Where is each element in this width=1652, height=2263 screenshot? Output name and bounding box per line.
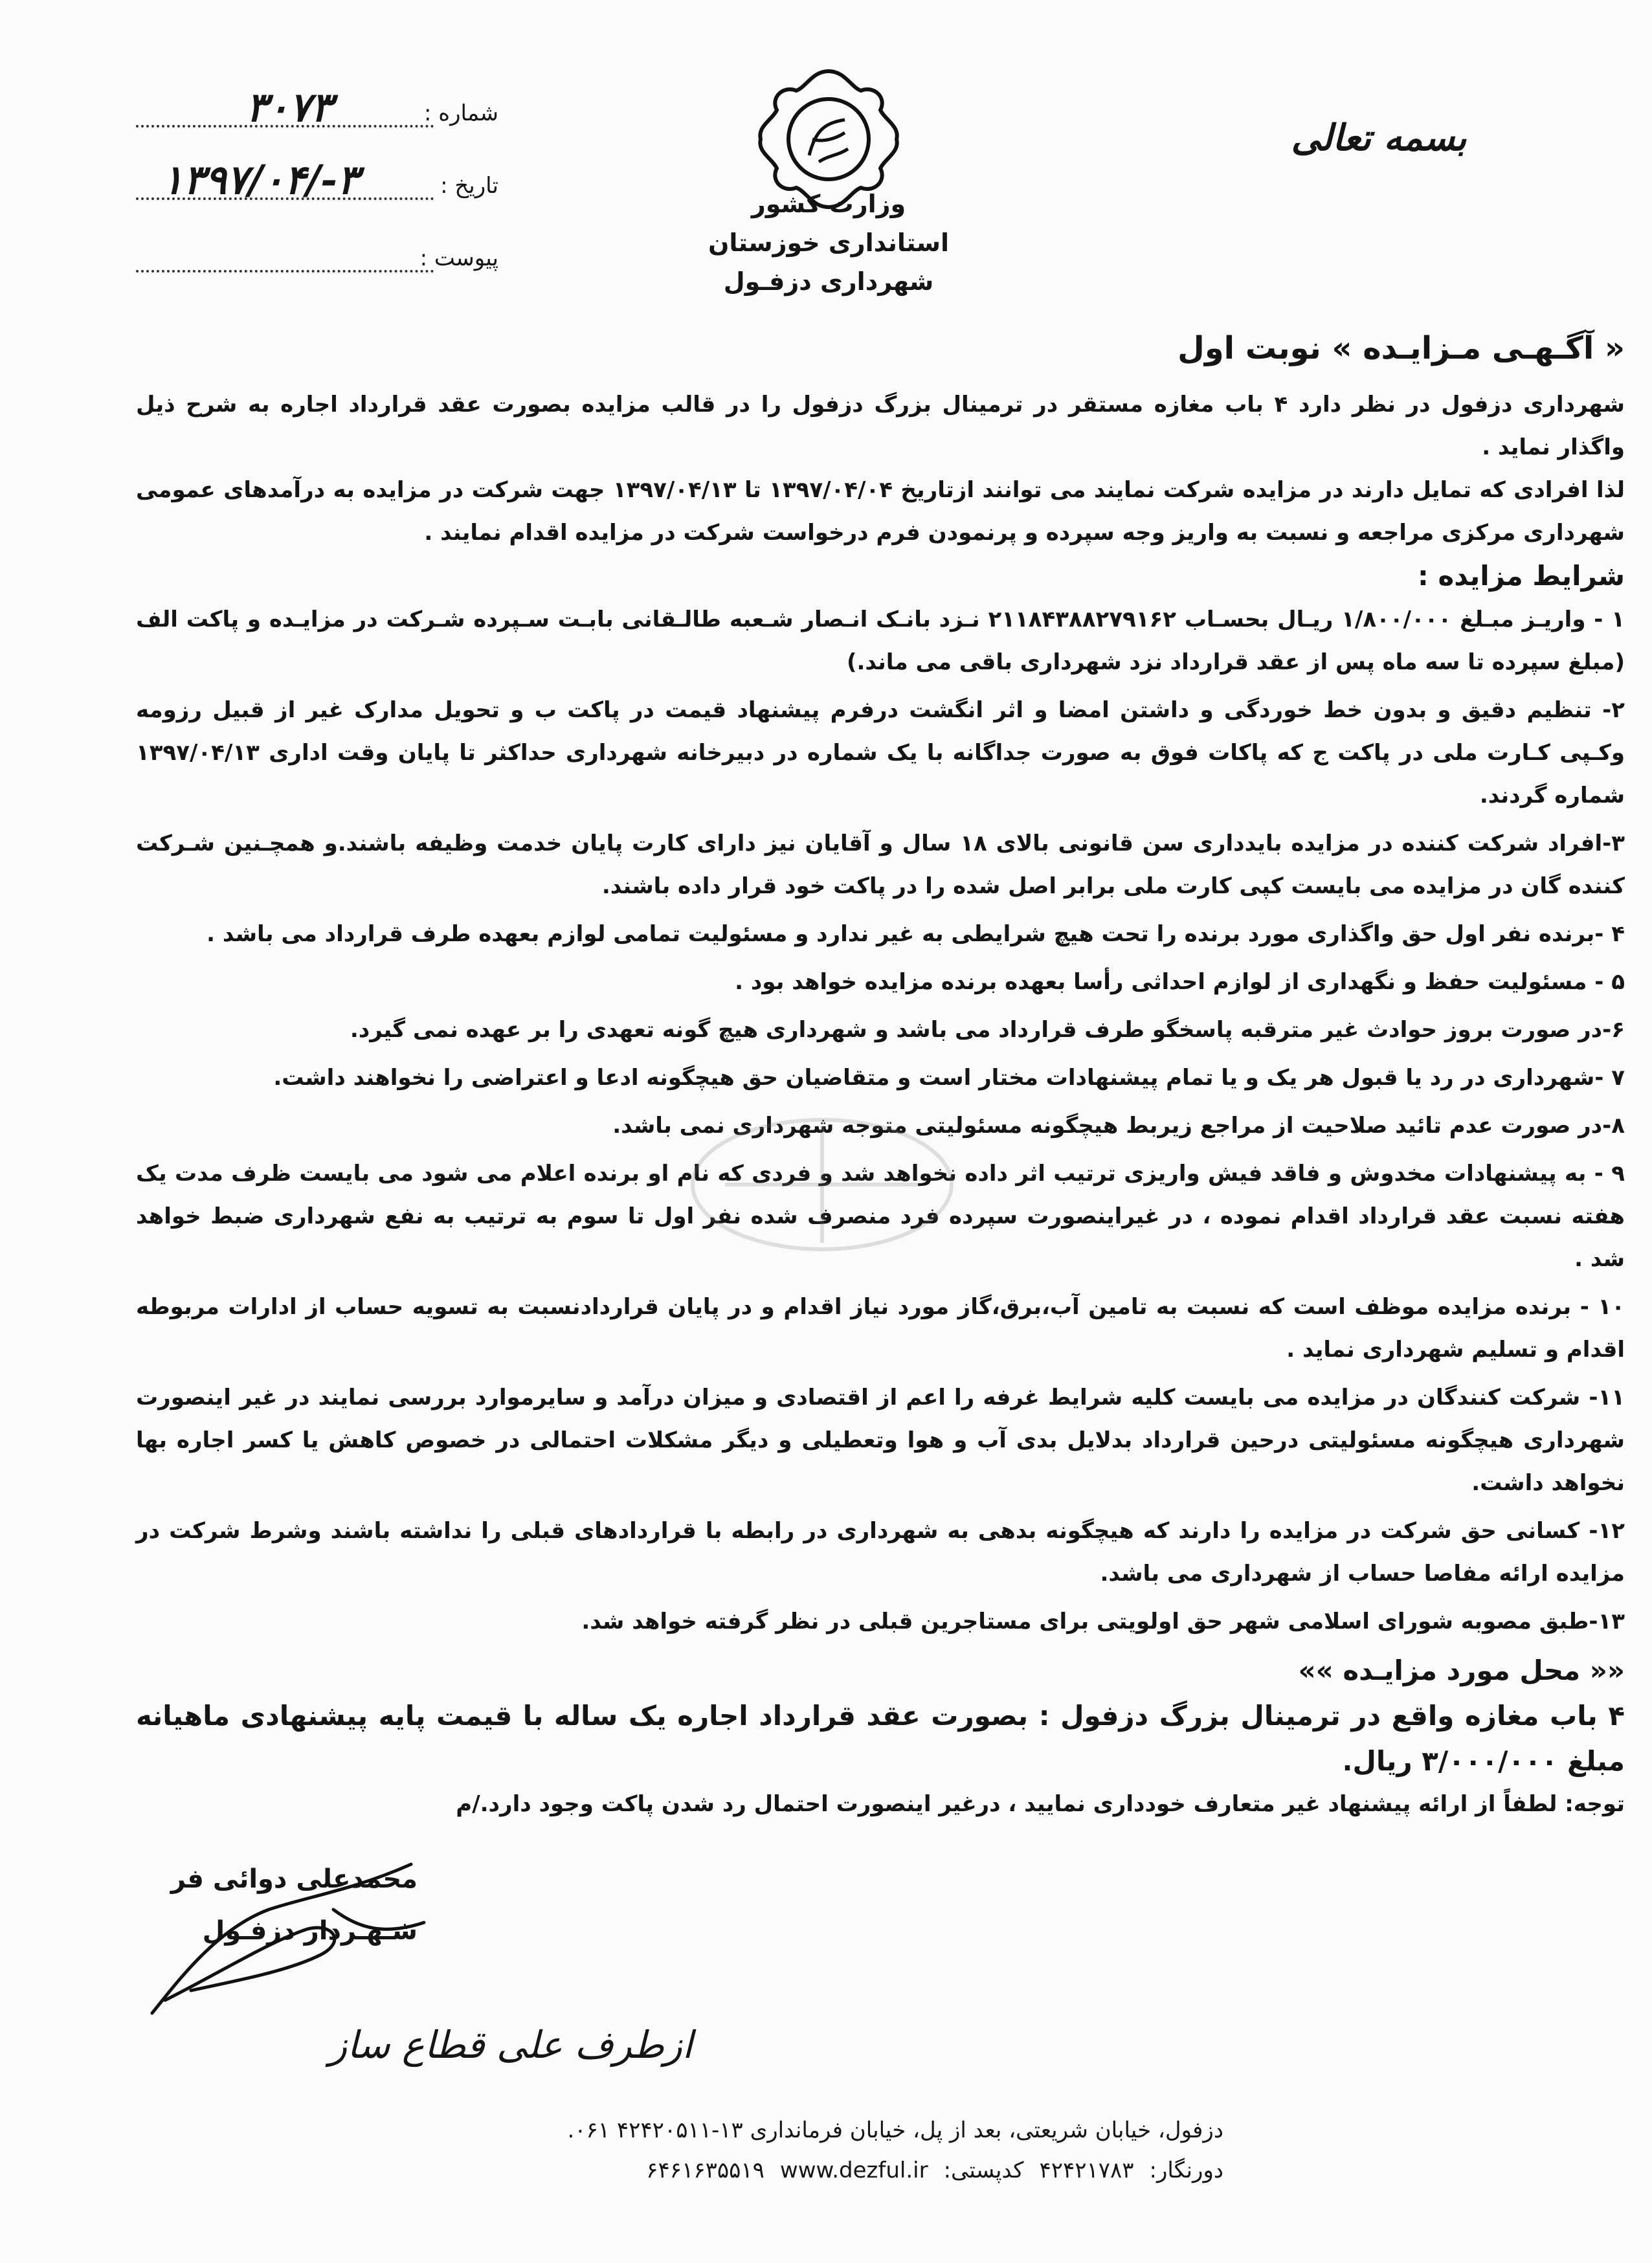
condition-item: ۶-در صورت بروز حوادث غیر مترقبه پاسخگو طرف قرارداد می باشد و شهرداری هیچ گونه تعهدی را بر عهده نمی گیرد. — [350, 1017, 1625, 1043]
postal-label: کدپستی: — [943, 2157, 1024, 2183]
letter-meta — [136, 84, 498, 305]
subject-text: ۴ باب مغازه واقع در ترمینال بزرگ دزفول : بصورت عقد قرارداد اجاره یک ساله با قیمت پایه پیشنهادی ماهیانه مبلغ ۳/۰۰۰/۰۰۰ ریال. — [136, 1700, 1625, 1777]
footer-contact — [414, 2150, 1223, 2191]
date-value: ۱۳۹۷/۰۴/-۳ — [162, 156, 359, 203]
condition-item: ۴ -برنده نفر اول حق واگذاری مورد برنده را تحت هیچ شرایطی به غیر ندارد و مسئولیت تمامی لوازم بعهده طرف قرارداد می باشد . — [206, 921, 1625, 947]
condition-item: ۱ - واریـز مبـلغ ۱/۸۰۰/۰۰۰ ریـال بحسـاب ۲۱۱۸۴۳۸۸۲۷۹۱۶۲ نـزد بانـک انـصار شـعبه طالـقانی بابـت سـپرده شـرکت در مزایـده و پاکت الف (مبلغ سپرده تا سه ماه پس از عقد قرارداد نزد شهرداری باقی می ماند.) — [136, 607, 1625, 675]
fax-label: دورنگار: — [1149, 2157, 1223, 2183]
letterhead — [634, 184, 1023, 301]
subject-heading: «« محل مورد مزایـده »» — [1298, 1655, 1625, 1686]
ministry-name: وزارت کشور — [751, 190, 906, 218]
condition-item: ۵ - مسئولیت حفظ و نگهداری از لوازم احداثی رأسا بعهده برنده مزایده خواهد بود . — [735, 969, 1625, 995]
signature-block — [146, 1851, 418, 2020]
notice-note: توجه: لطفاً از ارائه پیشنهاد غیر متعارف خودداری نمایید ، درغیر اینصورت احتمال رد شدن پاکت وجود دارد./م — [456, 1791, 1625, 1817]
signature-scribble-icon — [139, 1851, 437, 2026]
province-name: استانداری خوزستان — [708, 229, 950, 257]
attachment-label: پیوست : — [419, 245, 498, 271]
intro-paragraph-2: لذا افرادی که تمایل دارند در مزایده شرکت نمایند می توانند ازتاریخ ۱۳۹۷/۰۴/۰۴ تا ۱۳۹۷/۰۴/۱۳ جهت شرکت در مزایده به درآمدهای عمومی شهرداری مرکزی مراجعه و نسبت به واریز وجه سپرده و پرنمودن فرم درخواست شرکت در مزایده اقدام نمایند . — [136, 477, 1625, 546]
condition-item: ۱۲- کسانی حق شرکت در مزایده را دارند که هیچگونه بدهی به شهرداری در رابطه با قراردادهای قبلی را نداشته باشند وشرط شرکت در مزایده ارائه مفاصا حساب از شهرداری می باشد. — [136, 1518, 1625, 1587]
condition-item: ۱۱- شرکت کنندگان در مزایده می بایست کلیه شرایط غرفه را اعم از اقتصادی و میزان درآمد و سایرموارد بررسی نمایند در غیر اینصورت شهرداری هیچگونه مسئولیتی درحین قرارداد بدلایل بدی آب و هوا وتعطیلی و دیگر مشکلات احتمالی در خصوص کاهش یا کسر اجاره بها نخواهد داشت. — [136, 1385, 1625, 1496]
letter-footer — [414, 2110, 1223, 2191]
condition-item: ۲- تنظیم دقیق و بدون خط خوردگی و داشتن امضا و اثر انگشت درفرم پیشنهاد قیمت در پاکت ب و تحویل مدارک غیر از قبیل رزومه وکـپی کـارت ملی در پاکت ج که پاکات فوق به صورت جداگانه با یک شماره در دبیرخانه شهرداری حداکثر تا پایان وقت اداری ۱۳۹۷/۰۴/۱۳ شماره گردند. — [136, 697, 1625, 808]
attachment-row — [136, 232, 498, 305]
date-row — [136, 156, 498, 232]
website-link[interactable]: www.dezful.ir — [779, 2157, 928, 2183]
condition-item: ۱۳-طبق مصوبه شورای اسلامی شهر حق اولویتی برای مستاجرین قبلی در نظر گرفته خواهد شد. — [581, 1609, 1625, 1634]
condition-item: ۹ - به پیشنهادات مخدوش و فاقد فیش واریزی ترتیب اثر داده نخواهد شد و فردی که نام او برنده اعلام می شود می بایست ظرف مدت یک هفته نسبت عقد قرارداد اقدام نموده ، در غیراینصورت سپرده فرد منصرف شده نفر اول تا سوم به ترتیب به نفع شهرداری ضبط خواهد شد . — [136, 1161, 1625, 1272]
date-label: تاریخ : — [440, 173, 498, 199]
number-value: ۳۰۷۳ — [246, 84, 333, 131]
postal-code: ۶۴۶۱۶۳۵۵۱۹ — [646, 2157, 765, 2183]
footer-address: دزفول، خیابان شریعتی، بعد از پل، خیابان فرمانداری ۱۳-۴۲۴۲۰۵۱۱ ۰۶۱. — [567, 2117, 1223, 2143]
number-row — [136, 84, 498, 160]
notice-title: « آگـهـی مـزایـده » نوبت اول — [1178, 330, 1625, 366]
attachment-dots — [136, 270, 434, 273]
municipality-name: شهرداری دزفـول — [723, 267, 934, 296]
bismillah: بسمه تعالی — [1291, 117, 1467, 159]
signer-title: شـهـردار دزفـول — [202, 1916, 418, 1946]
intro-paragraph-1: شهرداری دزفول در نظر دارد ۴ باب مغازه مستقر در ترمینال بزرگ دزفول را در قالب مزایده بصورت عقد قرارداد اجاره به شرح ذیل واگذار نماید . — [136, 392, 1625, 460]
condition-item: ۷ -شهرداری در رد یا قبول هر یک و یا تمام پیشنهادات مختار است و متقاضیان حق هیچگونه ادعا و اعتراضی را نخواهند داشت. — [273, 1065, 1625, 1091]
signer-name: محمدعلی دوائی فر — [170, 1864, 418, 1894]
condition-item: ۱۰ - برنده مزایده موظف است که نسبت به تامین آب،برق،گاز مورد نیاز اقدام و در پایان قراردادنسبت به تسویه حساب از ادارات مربوطه اقدام و تسلیم شهرداری نماید . — [136, 1294, 1625, 1363]
number-label: شماره : — [424, 100, 498, 126]
fax-number: ۴۲۴۲۱۷۸۳ — [1039, 2157, 1134, 2183]
handwritten-on-behalf: ازطرف علی قطاع ساز — [329, 2023, 693, 2067]
watermark-logo-icon — [673, 1100, 971, 1269]
notice-body — [136, 330, 1625, 1824]
condition-item: ۳-افراد شرکت کننده در مزایده بایدداری سن قانونی بالای ۱۸ سال و آقایان نیز دارای کارت پایان خدمت وظیفه باشند.و همچـنین شـرکت کننده گان در مزایده می بایست کپی کارت ملی برابر اصل شده را در پاکت خود قرار داده باشند. — [136, 831, 1625, 899]
conditions-heading: شرایط مزایده : — [1418, 560, 1625, 592]
condition-item: ۸-در صورت عدم تائید صلاحیت از مراجع زیربط هیچگونه مسئولیتی متوجه شهرداری نمی باشد. — [612, 1113, 1625, 1139]
